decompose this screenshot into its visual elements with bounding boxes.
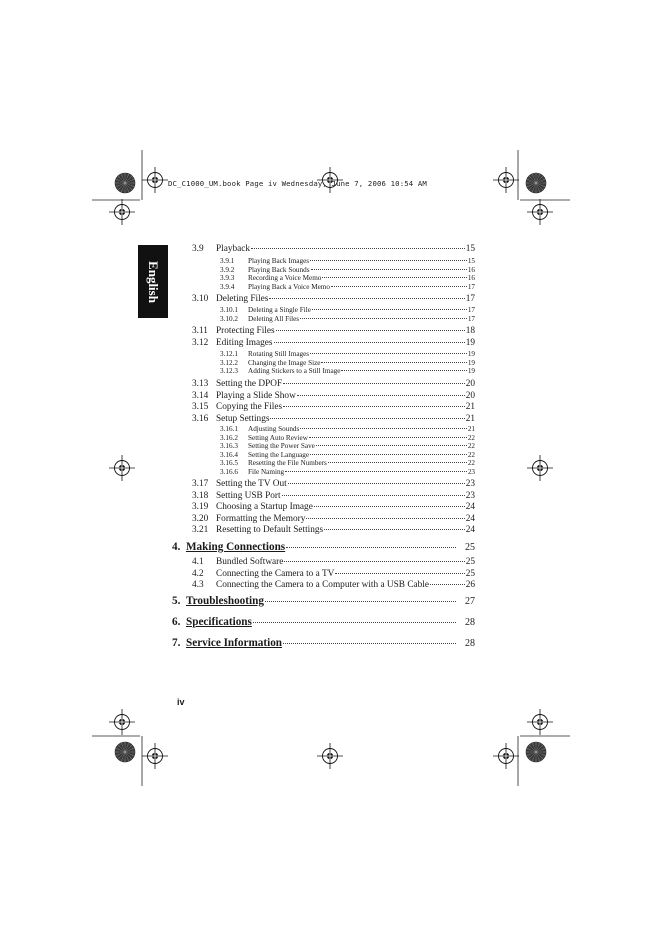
toc-entry-level-3[interactable] [220, 283, 475, 291]
toc-entry-number: 5. [172, 595, 181, 607]
toc-leader-dots [300, 318, 467, 319]
toc-entry-number: 4.3 [192, 580, 204, 590]
toc-entry-title: Rotating Still Images [248, 350, 310, 358]
toc-entry-page: 20 [465, 390, 475, 401]
toc-entry-title: Deleting All Files [248, 314, 300, 323]
toc-entry-page: 24 [465, 513, 475, 524]
toc-entry-level-3[interactable] [220, 459, 475, 467]
toc-entry-number: 3.20 [192, 513, 209, 524]
toc-leader-dots [283, 406, 465, 407]
toc-entry-title: Protecting Files [216, 326, 275, 336]
toc-entry-page: 19 [467, 350, 475, 358]
toc-entry-title: Setting the Power Save [248, 442, 315, 450]
toc-entry-level-1[interactable] [172, 595, 475, 607]
toc-leader-dots [253, 622, 456, 623]
toc-entry-level-3[interactable] [220, 442, 475, 450]
toc-entry-number: 3.21 [192, 525, 209, 535]
toc-entry-page: 23 [467, 467, 475, 476]
toc-entry-title: Troubleshooting [186, 595, 264, 607]
toc-entry-title: Connecting the Camera to a Computer with a USB Cable [216, 580, 430, 590]
toc-leader-dots [310, 353, 467, 354]
toc-entry-title: Specifications [186, 616, 252, 628]
toc-entry-number: 3.12.1 [220, 350, 238, 358]
toc-entry-number: 3.19 [192, 502, 209, 512]
toc-leader-dots [310, 454, 467, 455]
toc-entry-number: 6. [172, 616, 181, 628]
toc-leader-dots [341, 370, 466, 371]
toc-entry-number: 4. [172, 541, 181, 553]
toc-leader-dots [297, 395, 465, 396]
toc-entry-page: 20 [465, 379, 475, 389]
toc-leader-dots [284, 561, 464, 562]
toc-entry-level-2[interactable] [192, 491, 475, 501]
toc-leader-dots [331, 286, 467, 287]
toc-leader-dots [316, 445, 467, 446]
toc-entry-level-2[interactable] [192, 326, 475, 336]
toc-entry-title: Copying the Files [216, 402, 283, 412]
toc-entry-title: Resetting the File Numbers [248, 459, 327, 467]
toc-entry-number: 7. [172, 637, 181, 649]
toc-leader-dots [283, 383, 465, 384]
toc-leader-dots [300, 428, 466, 429]
toc-entry-number: 3.12.3 [220, 367, 238, 375]
toc-entry-page: 15 [467, 257, 475, 265]
toc-leader-dots [311, 269, 467, 270]
toc-entry-title: Playback [216, 244, 251, 254]
toc-entry-page: 22 [467, 459, 475, 467]
toc-leader-dots [270, 418, 464, 419]
toc-entry-number: 3.9.4 [220, 282, 235, 291]
toc-entry-page: 28 [465, 617, 475, 628]
language-tab-label: English [146, 260, 161, 303]
toc-leader-dots [283, 643, 456, 644]
toc-entry-page: 26 [465, 580, 475, 590]
toc-entry-title: Deleting a Single File [248, 306, 311, 314]
toc-entry-title: Setting the DPOF [216, 379, 283, 389]
toc-entry-level-3[interactable] [220, 359, 475, 367]
toc-entry-page: 21 [467, 425, 475, 433]
toc-entry-level-2[interactable] [192, 514, 475, 524]
toc-entry-page: 16 [467, 265, 475, 274]
toc-entry-title: Setup Settings [216, 413, 270, 424]
toc-leader-dots [286, 547, 456, 548]
toc-entry-level-2[interactable] [192, 479, 475, 489]
toc-entry-page: 19 [465, 338, 475, 348]
toc-entry-number: 3.12.2 [220, 358, 238, 367]
toc-entry-title: Formatting the Memory [216, 513, 306, 524]
toc-entry-page: 15 [465, 244, 475, 254]
toc-entry-page: 28 [465, 638, 475, 649]
toc-entry-page: 27 [465, 596, 475, 607]
toc-entry-page: 19 [467, 358, 475, 367]
toc-leader-dots [269, 298, 464, 299]
toc-entry-number: 3.15 [192, 402, 209, 412]
toc-entry-level-2[interactable] [192, 379, 475, 389]
toc-entry-page: 22 [467, 442, 475, 450]
toc-entry-page: 25 [465, 542, 475, 553]
toc-entry-level-2[interactable] [192, 580, 475, 590]
toc-entry-number: 3.16.4 [220, 450, 238, 459]
toc-entry-title: Resetting to Default Settings [216, 525, 324, 535]
toc-leader-dots [274, 342, 465, 343]
toc-entry-title: File Naming [248, 467, 285, 476]
toc-leader-dots [312, 309, 467, 310]
toc-entry-title: Playing Back a Voice Memo [248, 282, 330, 291]
toc-entry-level-3[interactable] [220, 434, 475, 442]
toc-entry-level-3[interactable] [220, 451, 475, 459]
toc-entry-level-2[interactable] [192, 557, 475, 567]
toc-leader-dots [322, 277, 466, 278]
toc-entry-number: 3.16 [192, 413, 209, 424]
toc-leader-dots [306, 518, 464, 519]
toc-entry-page: 21 [465, 402, 475, 412]
toc-entry-number: 3.18 [192, 490, 209, 501]
toc-leader-dots [335, 573, 464, 574]
toc-entry-number: 4.2 [192, 568, 204, 579]
toc-entry-title: Editing Images [216, 338, 273, 348]
toc-entry-page: 18 [465, 326, 475, 336]
toc-entry-level-3[interactable] [220, 315, 475, 323]
toc-entry-level-2[interactable] [192, 391, 475, 401]
language-tab [138, 245, 168, 318]
toc-entry-page: 25 [465, 557, 475, 567]
toc-leader-dots [314, 506, 465, 507]
toc-entry-title: Changing the Image Size [248, 358, 321, 367]
toc-entry-number: 3.12 [192, 338, 209, 348]
toc-entry-title: Service Information [186, 637, 283, 649]
toc-leader-dots [430, 584, 465, 585]
toc-entry-number: 3.9.3 [220, 274, 235, 282]
toc-entry-page: 16 [467, 274, 475, 282]
toc-entry-title: Setting Auto Review [248, 433, 308, 442]
toc-entry-level-2[interactable] [192, 294, 475, 304]
toc-entry-page: 17 [467, 306, 475, 314]
toc-entry-number: 3.17 [192, 479, 209, 489]
toc-entry-page: 23 [465, 479, 475, 489]
toc-entry-number: 3.16.6 [220, 467, 238, 476]
toc-entry-title: Adding Stickers to a Still Image [248, 367, 341, 375]
toc-entry-number: 3.16.1 [220, 425, 238, 433]
toc-entry-level-2[interactable] [192, 402, 475, 412]
toc-leader-dots [276, 330, 465, 331]
toc-entry-page: 24 [465, 502, 475, 512]
toc-entry-title: Playing Back Images [248, 257, 310, 265]
toc-entry-page: 21 [465, 413, 475, 424]
toc-entry-level-2[interactable] [192, 569, 475, 579]
toc-entry-page: 17 [467, 282, 475, 291]
toc-entry-title: Bundled Software [216, 557, 284, 567]
toc-entry-number: 3.10 [192, 294, 209, 304]
toc-entry-number: 3.14 [192, 390, 209, 401]
toc-entry-number: 3.13 [192, 379, 209, 389]
toc-entry-level-2[interactable] [192, 338, 475, 348]
toc-entry-number: 3.9 [192, 244, 204, 254]
toc-entry-page: 24 [465, 525, 475, 535]
toc-entry-level-1[interactable] [172, 637, 475, 649]
page-number: iv [177, 697, 185, 707]
toc-entry-number: 3.16.5 [220, 459, 238, 467]
toc-entry-title: Deleting Files [216, 294, 269, 304]
toc-entry-page: 22 [467, 450, 475, 459]
toc-entry-level-2[interactable] [192, 502, 475, 512]
toc-entry-level-3[interactable] [220, 350, 475, 358]
toc-entry-title: Connecting the Camera to a TV [216, 568, 335, 579]
toc-entry-number: 4.1 [192, 557, 204, 567]
toc-entry-level-3[interactable] [220, 266, 475, 274]
toc-leader-dots [321, 362, 466, 363]
toc-leader-dots [324, 529, 465, 530]
toc-entry-page: 23 [465, 490, 475, 501]
toc-entry-page: 25 [465, 568, 475, 579]
toc-entry-number: 3.10.2 [220, 314, 238, 323]
toc-leader-dots [309, 437, 467, 438]
toc-leader-dots [265, 601, 456, 602]
toc-entry-title: Adjusting Sounds [248, 425, 300, 433]
file-header: DC_C1000_UM.book Page iv Wednesday, June 7, 2006 10:54 AM [168, 179, 427, 188]
toc-entry-number: 3.16.3 [220, 442, 238, 450]
toc-entry-level-2[interactable] [192, 525, 475, 535]
toc-entry-page: 17 [465, 294, 475, 304]
toc-entry-level-1[interactable] [172, 541, 475, 553]
toc-entry-level-3[interactable] [220, 367, 475, 375]
toc-entry-title: Playing a Slide Show [216, 390, 296, 401]
toc-entry-page: 19 [467, 367, 475, 375]
toc-leader-dots [285, 471, 467, 472]
toc-entry-title: Choosing a Startup Image [216, 502, 313, 512]
toc-entry-level-3[interactable] [220, 257, 475, 265]
toc-leader-dots [251, 248, 465, 249]
toc-leader-dots [310, 260, 467, 261]
toc-entry-page: 22 [467, 433, 475, 442]
toc-entry-number: 3.10.1 [220, 306, 238, 314]
toc-entry-number: 3.16.2 [220, 433, 238, 442]
toc-entry-level-3[interactable] [220, 425, 475, 433]
toc-entry-level-2[interactable] [192, 244, 475, 254]
toc-entry-number: 3.11 [192, 326, 208, 336]
toc-entry-page: 17 [467, 314, 475, 323]
toc-leader-dots [282, 495, 465, 496]
toc-entry-number: 3.9.2 [220, 265, 235, 274]
toc-leader-dots [328, 462, 467, 463]
toc-leader-dots [288, 483, 465, 484]
toc-entry-title: Setting the Language [248, 450, 310, 459]
toc-entry-level-2[interactable] [192, 414, 475, 424]
toc-entry-level-3[interactable] [220, 274, 475, 282]
toc-entry-number: 3.9.1 [220, 257, 235, 265]
toc-entry-title: Setting the TV Out [216, 479, 287, 489]
toc-entry-level-3[interactable] [220, 306, 475, 314]
toc-entry-title: Playing Back Sounds [248, 265, 310, 274]
toc-entry-title: Setting USB Port [216, 490, 281, 501]
toc-entry-title: Making Connections [186, 541, 286, 553]
toc-entry-level-1[interactable] [172, 616, 475, 628]
toc-entry-title: Recording a Voice Memo [248, 274, 322, 282]
toc-entry-level-3[interactable] [220, 468, 475, 476]
